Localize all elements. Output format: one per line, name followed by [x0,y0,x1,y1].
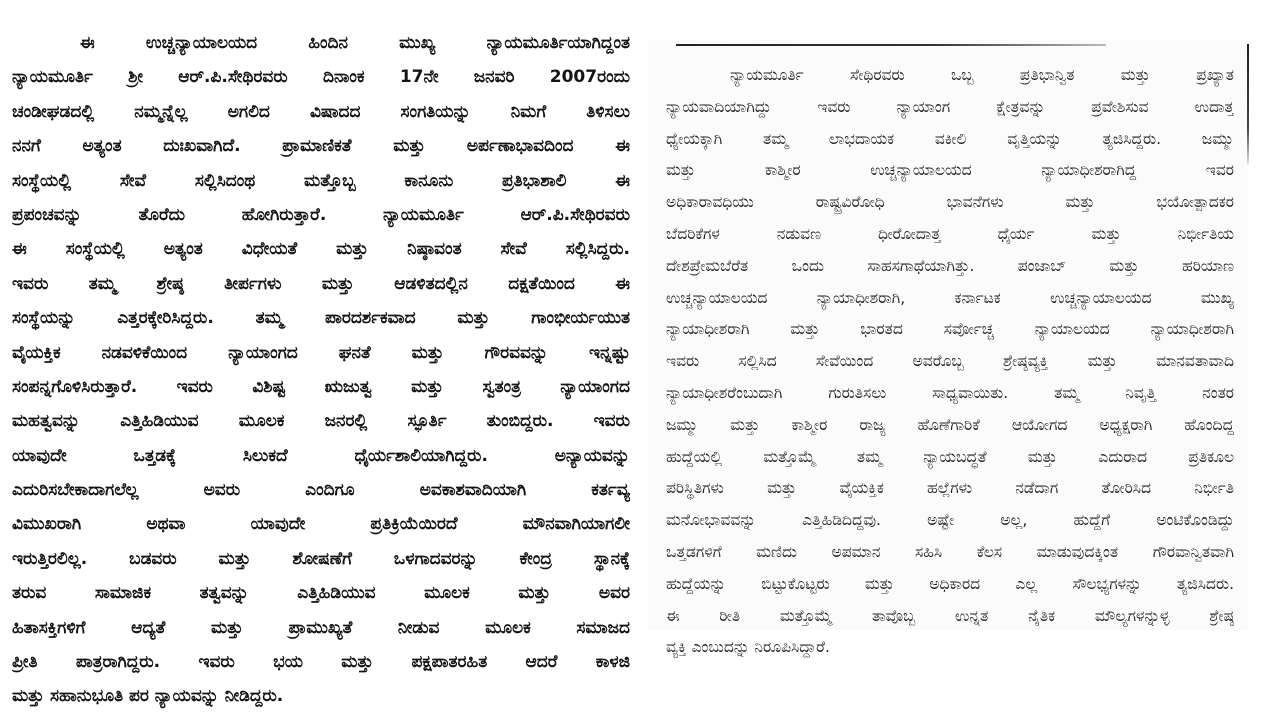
text-line: ವೈಯಕ್ತಿಕ ನಡವಳಿಕೆಯಿಂದ ನ್ಯಾಯಾಂಗದ ಘನತೆ ಮತ್ತು ಗೌರವವನ್ನು ಇನ್ನಷ್ಟು [12,342,630,363]
text-line: ಮತ್ತು ಸಹಾನುಭೂತಿ ಪರ ನ್ಯಾಯವನ್ನು ನೀಡಿದ್ದರು. [12,686,284,707]
text-line: ಮಹತ್ವವನ್ನು ಎತ್ತಿಹಿಡಿಯುವ ಮೂಲಕ ಜನರಲ್ಲಿ ಸ್ಫೂರ್ತಿ ತುಂಬಿದ್ದರು. ಇವರು [12,411,630,432]
text-line: ನ್ಯಾಯಾಧೀಶರೆಂಬುದಾಗಿ ಗುರುತಿಸಲು ಸಾಧ್ಯವಾಯಿತು. ತಮ್ಮ ನಿವೃತ್ತಿ ನಂತರ [666,383,1234,402]
text-line: ನ್ಯಾಯಮೂರ್ತಿ ಸೇಥಿರವರು ಒಬ್ಬ ಪ್ರತಿಭಾನ್ವಿತ ಮತ್ತು ಪ್ರಖ್ಯಾತ [730,66,1234,84]
top-rule-line [676,44,1106,46]
text-line: ಹುದ್ದೆಯಲ್ಲಿ ಮತ್ತೊಮ್ಮೆ ತಮ್ಮ ನ್ಯಾಯಬದ್ಧತೆ ಮತ್ತು ಎದುರಾದ ಪ್ರತಿಕೂಲ [666,447,1234,466]
text-line: ಪ್ರಪಂಚವನ್ನು ತೊರೆದು ಹೋಗಿರುತ್ತಾರೆ. ನ್ಯಾಯಮೂರ್ತಿ ಆರ್.ಪಿ.ಸೇಥಿರವರು [12,204,630,225]
text-line: ಪ್ರೀತಿ ಪಾತ್ರರಾಗಿದ್ದರು. ಇವರು ಭಯ ಮತ್ತು ಪಕ್ಷಪಾತರಹಿತ ಆದರೆ ಕಾಳಜಿ [12,652,630,673]
text-line: ನ್ಯಾಯಾಧೀಶರಾಗಿ ಮತ್ತು ಭಾರತದ ಸರ್ವೋಚ್ಚ ನ್ಯಾಯಾಲಯದ ನ್ಯಾಯಾಧೀಶರಾಗಿ [666,320,1234,339]
text-line: ಉಚ್ಚನ್ಯಾಯಾಲಯದ ನ್ಯಾಯಾಧೀಶರಾಗಿ, ಕರ್ನಾಟಕ ಉಚ್ಚನ್ಯಾಯಾಲಯದ ಮುಖ್ಯ [666,288,1234,307]
text-line: ಮನೋಭಾವವನ್ನು ಎತ್ತಿಹಿಡಿದಿದ್ದವು. ಅಷ್ಟೇ ಅಲ್ಲ, ಹುದ್ದೆಗೆ ಅಂಟಿಕೊಂಡಿದ್ದು [666,511,1234,530]
text-line: ಸಂಪನ್ನಗೊಳಿಸಿರುತ್ತಾರೆ. ಇವರು ವಿಶಿಷ್ಟ ಋಜುತ್ವ ಮತ್ತು ಸ್ವತಂತ್ರ ನ್ಯಾಯಾಂಗದ [12,376,630,397]
text-line: ನನಗೆ ಅತ್ಯಂತ ದುಃಖವಾಗಿದೆ. ಪ್ರಾಮಾಣಿಕತೆ ಮತ್ತು ಅರ್ಪಣಾಭಾವದಿಂದ ಈ [12,136,630,157]
text-line: ಈ ರೀತಿ ಮತ್ತೊಮ್ಮೆ ತಾವೊಬ್ಬ ಉನ್ನತ ನೈತಿಕ ಮೌಲ್ಯಗಳನ್ನುಳ್ಳ ಶ್ರೇಷ್ಠ [666,606,1234,625]
text-line: ಚಂಡೀಘಡದಲ್ಲಿ ನಮ್ಮನ್ನೆಲ್ಲ ಅಗಲಿದ ವಿಷಾದದ ಸಂಗತಿಯನ್ನು ನಿಮಗೆ ತಿಳಿಸಲು [12,101,630,122]
text-line: ದೇಶಪ್ರೇಮಬೆರೆತ ಒಂದು ಸಾಹಸಗಾಥೆಯಾಗಿತ್ತು. ಪಂಜಾಬ್ ಮತ್ತು ಹರಿಯಾಣ [666,256,1234,275]
text-line: ಪರಿಸ್ಥಿತಿಗಳು ಮತ್ತು ವೈಯಕ್ತಿಕ ಹಲ್ಲೆಗಳು ನಡೆದಾಗ ತೋರಿಸಿದ ನಿರ್ಭೀತಿ [666,479,1234,498]
text-line: ಧ್ಯೇಯಕ್ಕಾಗಿ ತಮ್ಮ ಲಾಭದಾಯಕ ವಕೀಲಿ ವೃತ್ತಿಯನ್ನು ತ್ಯಜಿಸಿದ್ದರು. ಜಮ್ಮು [666,129,1234,148]
text-line: ಯಾವುದೇ ಒತ್ತಡಕ್ಕೆ ಸಿಲುಕದೆ ಧೈರ್ಯಶಾಲಿಯಾಗಿದ್ದರು. ಅನ್ಯಾಯವನ್ನು [12,445,630,466]
text-line: ಅಧಿಕಾರಾವಧಿಯು ರಾಷ್ಟ್ರವಿರೋಧಿ ಭಾವನೆಗಳು ಮತ್ತು ಭಯೋತ್ಪಾದಕರ [666,193,1234,212]
text-line: ಇರುತ್ತಿರಲಿಲ್ಲ. ಬಡವರು ಮತ್ತು ಶೋಷಣೆಗೆ ಒಳಗಾದವರನ್ನು ಕೇಂದ್ರ ಸ್ಥಾನಕ್ಕೆ [12,548,630,569]
text-line: ಈ ಸಂಸ್ಥೆಯಲ್ಲಿ ಅತ್ಯಂತ ವಿಧೇಯತೆ ಮತ್ತು ನಿಷ್ಠಾವಂತ ಸೇವೆ ಸಲ್ಲಿಸಿದ್ದರು. [12,239,630,260]
text-line: ಜಮ್ಮು ಮತ್ತು ಕಾಶ್ಮೀರ ರಾಜ್ಯ ಹೊಣೆಗಾರಿಕೆ ಆಯೋಗದ ಅಧ್ಯಕ್ಷರಾಗಿ ಹೊಂದಿದ್ದ [666,415,1234,434]
text-line: ವಿಮುಖರಾಗಿ ಅಥವಾ ಯಾವುದೇ ಪ್ರತಿಕ್ರಿಯೆಯಿರದೆ ಮೌನವಾಗಿಯಾಗಲೀ [12,514,630,535]
text-line: ತರುವ ಸಾಮಾಜಿಕ ತತ್ವವನ್ನು ಎತ್ತಿಹಿಡಿಯುವ ಮೂಲಕ ಮತ್ತು ಅವರ [12,583,630,604]
text-line: ಎದುರಿಸಬೇಕಾದಾಗಲೆಲ್ಲ ಅವರು ಎಂದಿಗೂ ಅವಕಾಶವಾದಿಯಾಗಿ ಕರ್ತವ್ಯ [12,480,630,501]
left-text-column [12,26,630,714]
text-line: ಸಂಸ್ಥೆಯಲ್ಲಿ ಸೇವೆ ಸಲ್ಲಿಸಿದಂಥ ಮತ್ತೊಬ್ಬ ಕಾನೂನು ಪ್ರತಿಭಾಶಾಲಿ ಈ [12,170,630,191]
text-line: ಮತ್ತು ಕಾಶ್ಮೀರ ಉಚ್ಚನ್ಯಾಯಾಲಯದ ನ್ಯಾಯಾಧೀಶರಾಗಿದ್ದ ಇವರ [666,161,1234,180]
text-line: ಈ ಉಚ್ಚನ್ಯಾಯಾಲಯದ ಹಿಂದಿನ ಮುಖ್ಯ ನ್ಯಾಯಮೂರ್ತಿಯಾಗಿದ್ದಂತ [80,33,630,53]
text-line: ವ್ಯಕ್ತಿ ಎಂಬುದನ್ನು ನಿರೂಪಿಸಿದ್ದಾರೆ. [666,638,830,657]
right-edge-line [1247,44,1249,164]
text-line: ಇವರು ಸಲ್ಲಿಸಿದ ಸೇವೆಯಿಂದ ಅವರೊಬ್ಬ ಶ್ರೇಷ್ಠವ್ಯಕ್ತಿ ಮತ್ತು ಮಾನವತಾವಾದಿ [666,352,1234,371]
text-line: ನ್ಯಾಯಮೂರ್ತಿ ಶ್ರೀ ಆರ್.ಪಿ.ಸೇಥಿರವರು ದಿನಾಂಕ 17ನೇ ಜನವರಿ 2007ರಂದು [12,67,630,88]
text-line: ಇವರು ತಮ್ಮ ಶ್ರೇಷ್ಠ ತೀರ್ಪಗಳು ಮತ್ತು ಆಡಳಿತದಲ್ಲಿನ ದಕ್ಷತೆಯಿಂದ ಈ [12,273,630,294]
text-line: ಸಂಸ್ಥೆಯನ್ನು ಎತ್ತರಕ್ಕೇರಿಸಿದ್ದರು. ತಮ್ಮ ಪಾರದರ್ಶಕವಾದ ಮತ್ತು ಗಾಂಭೀರ್ಯಯುತ [12,308,630,329]
text-line: ಹುದ್ದೆಯನ್ನು ಬಿಟ್ಟುಕೊಟ್ಟರು ಮತ್ತು ಅಧಿಕಾರದ ಎಲ್ಲ ಸೌಲಭ್ಯಗಳನ್ನು ತ್ಯಜಿಸಿದರು. [666,574,1234,593]
text-line: ನ್ಯಾಯವಾದಿಯಾಗಿದ್ದು ಇವರು ನ್ಯಾಯಾಂಗ ಕ್ಷೇತ್ರವನ್ನು ಪ್ರವೇಶಿಸುವ ಉದಾತ್ತ [666,97,1234,116]
text-line: ಹಿತಾಸಕ್ತಿಗಳಿಗೆ ಆದ್ಯತೆ ಮತ್ತು ಪ್ರಾಮುಖ್ಯತೆ ನೀಡುವ ಮೂಲಕ ಸಮಾಜದ [12,617,630,638]
text-line: ಒತ್ತಡಗಳಿಗೆ ಮಣಿದು ಅಪಮಾನ ಸಹಿಸಿ ಕೆಲಸ ಮಾಡುವುದಕ್ಕಿಂತ ಗೌರವಾನ್ವಿತವಾಗಿ [666,542,1234,561]
right-text-column [666,60,1234,664]
text-line: ಬೆದರಿಕೆಗಳ ನಡುವಣ ಧೀರೋದಾತ್ತ ಧೈರ್ಯ ಮತ್ತು ನಿರ್ಭೀತಿಯ [666,224,1234,243]
